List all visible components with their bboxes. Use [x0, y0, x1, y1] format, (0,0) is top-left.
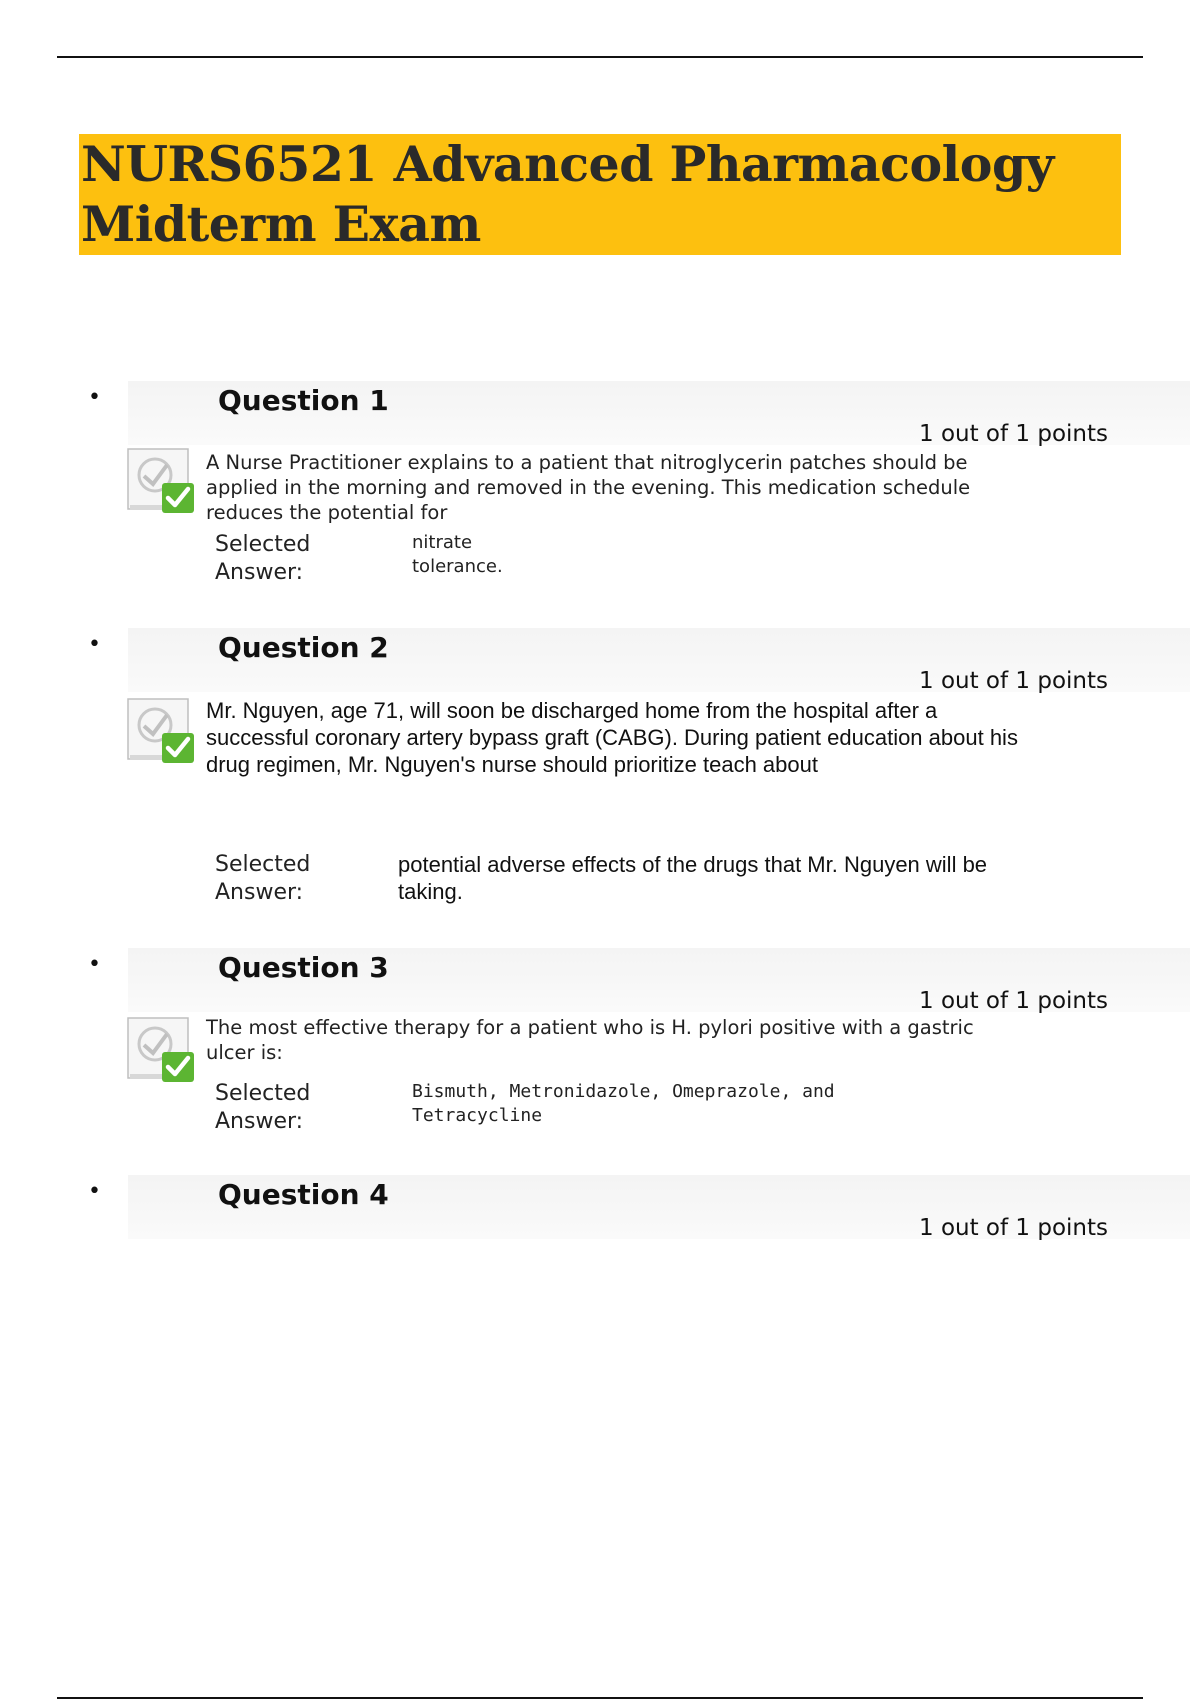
question-3-points: 1 out of 1 points — [919, 988, 1108, 1014]
question-4-title: Question 4 — [218, 1178, 389, 1211]
bullet: • — [88, 1179, 101, 1204]
bottom-rule — [57, 1697, 1143, 1699]
question-1-title: Question 1 — [218, 384, 389, 417]
correct-check-icon — [127, 697, 197, 767]
bullet: • — [88, 632, 101, 657]
question-3-title: Question 3 — [218, 951, 389, 984]
question-4-header — [88, 1175, 1108, 1241]
question-1-text: A Nurse Practitioner explains to a patient that nitroglycerin patches should be applied in the morning and removed in the evening. This medication schedule reduces the potential for — [206, 451, 971, 524]
question-3-selected-answer: Bismuth, Metronidazole, Omeprazole, and Tetracycline — [412, 1081, 835, 1126]
selected-answer-label: Selected Answer: — [215, 1081, 311, 1134]
bullet: • — [88, 385, 101, 410]
question-2-selected-answer: potential adverse effects of the drugs that Mr. Nguyen will be taking. — [398, 852, 988, 904]
question-3-text: The most effective therapy for a patient who is H. pylori positive with a gastric ulcer is: — [206, 1016, 974, 1064]
page-title: NURS6521 Advanced Pharmacology Midterm Exam — [81, 135, 1054, 253]
top-rule — [57, 56, 1143, 58]
question-2-header — [88, 628, 1108, 694]
bullet: • — [88, 952, 101, 977]
selected-answer-label: Selected Answer: — [215, 852, 311, 905]
question-1-points: 1 out of 1 points — [919, 421, 1108, 447]
question-1-selected-answer: nitrate tolerance. — [412, 532, 503, 577]
question-1-header — [88, 381, 1108, 447]
question-2-points: 1 out of 1 points — [919, 668, 1108, 694]
question-2-text: Mr. Nguyen, age 71, will soon be discharged home from the hospital after a successful coronary artery bypass graft (CABG). During patient education about his drug regimen, Mr. Nguyen's nurse should prioritize teach about — [206, 698, 1018, 777]
title-banner — [79, 134, 1121, 255]
question-2-title: Question 2 — [218, 631, 389, 664]
selected-answer-label: Selected Answer: — [215, 532, 311, 585]
question-3-header — [88, 948, 1108, 1014]
correct-check-icon — [127, 1016, 197, 1086]
correct-check-icon — [127, 447, 197, 517]
question-4-points: 1 out of 1 points — [919, 1215, 1108, 1241]
